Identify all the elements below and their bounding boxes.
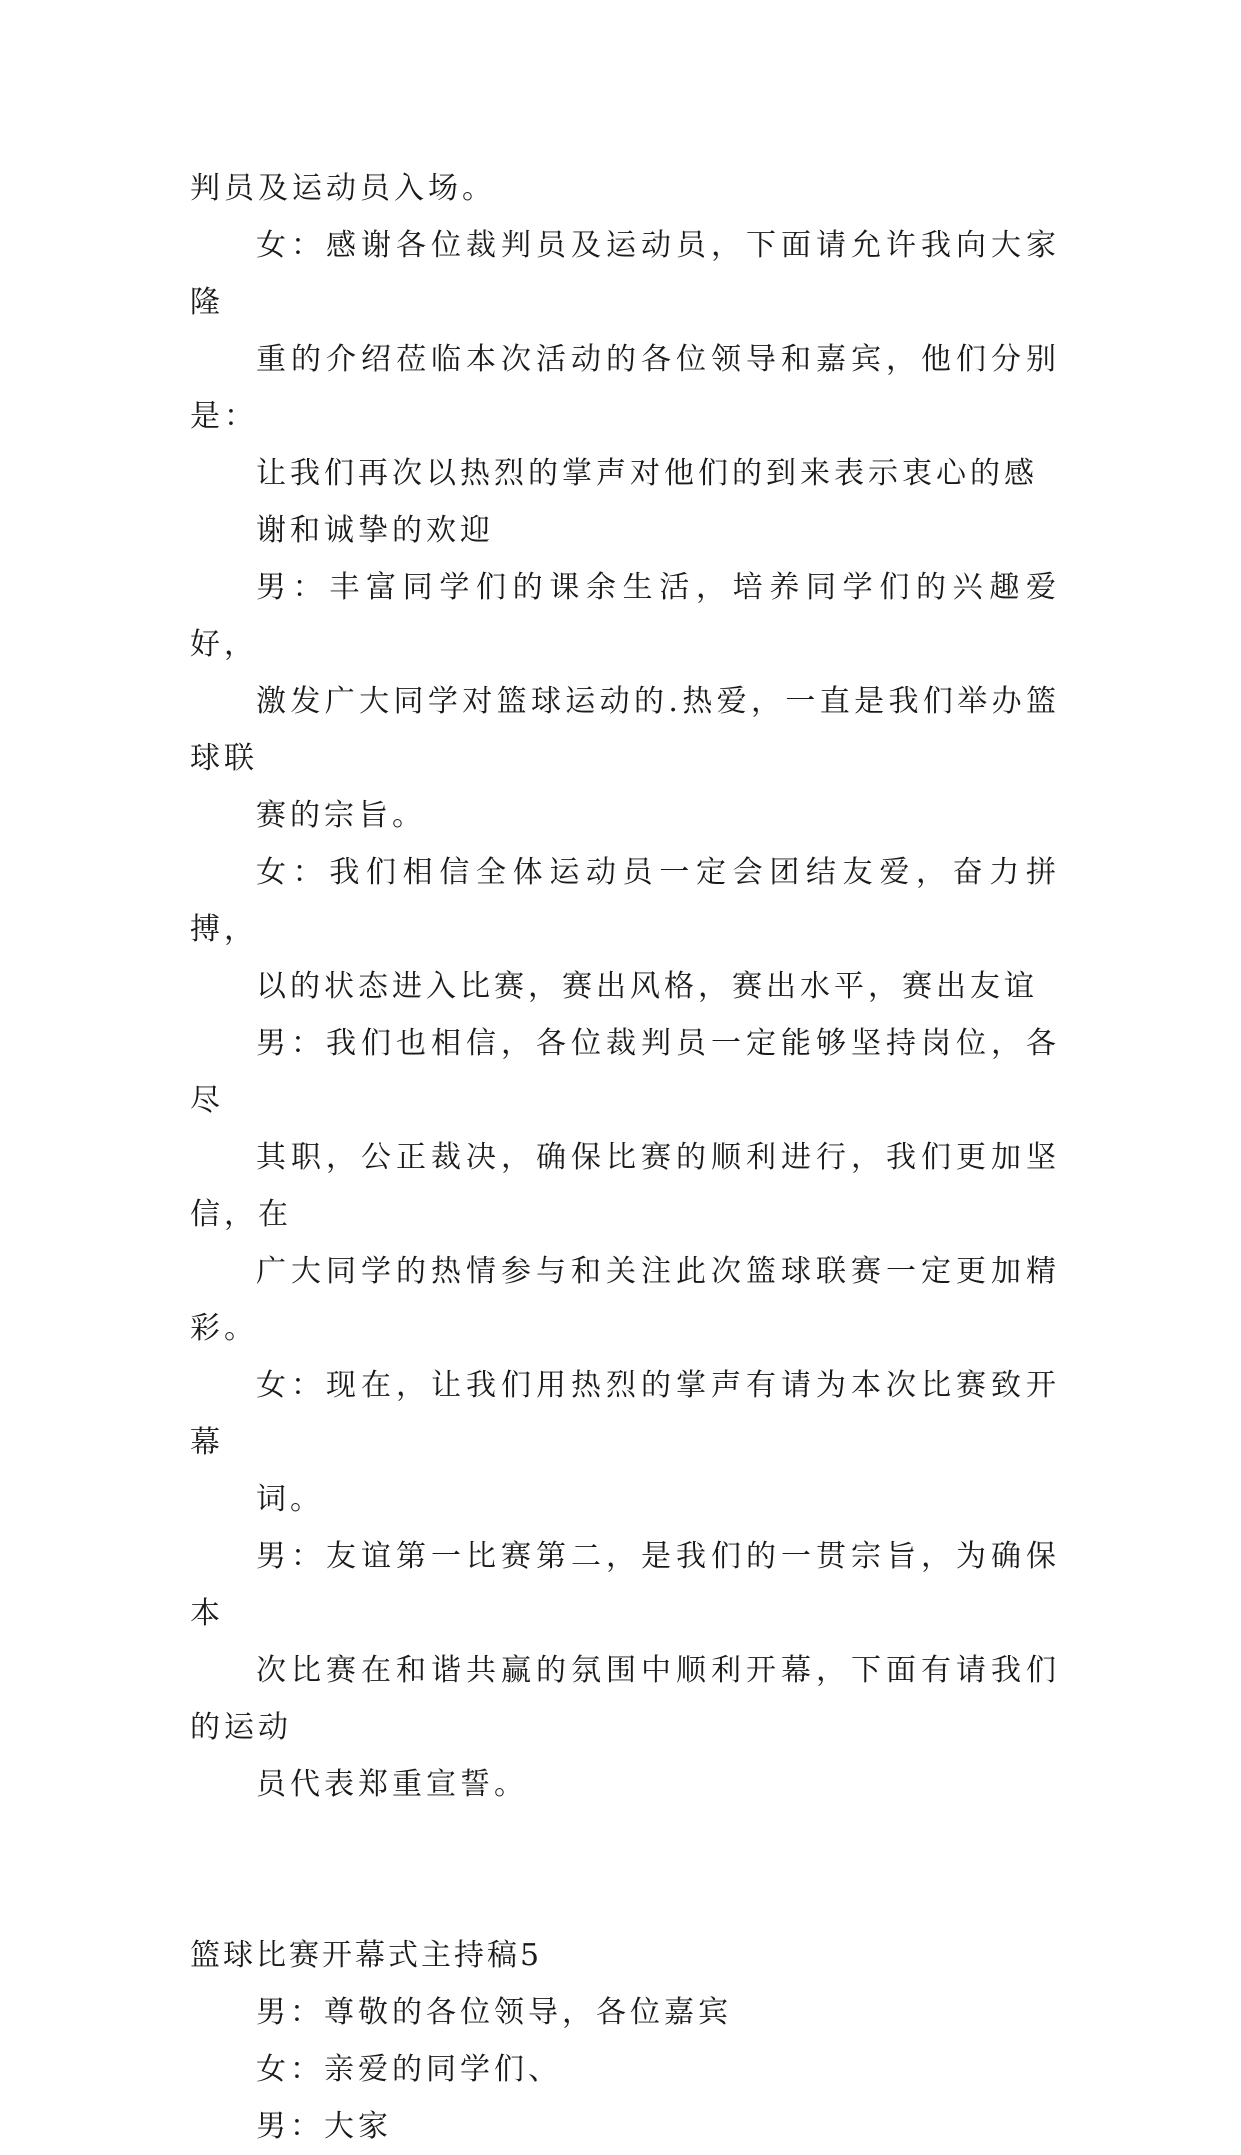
paragraph-line: 次比赛在和谐共赢的氛围中顺利开幕，下面有请我们的运动 <box>190 1653 1060 1745</box>
paragraph-line: 其职，公正裁决，确保比赛的顺利进行，我们更加坚信，在 <box>190 1140 1060 1232</box>
paragraph <box>190 1984 1060 2041</box>
paragraph-line: 男：我们也相信，各位裁判员一定能够坚持岗位，各尽 <box>190 1026 1060 1118</box>
paragraph-line: 女：亲爱的同学们、 <box>256 2052 562 2087</box>
section-title: 篮球比赛开幕式主持稿5 <box>190 1938 543 1973</box>
paragraph-line: 女：现在，让我们用热烈的掌声有请为本次比赛致开幕 <box>190 1368 1060 1460</box>
paragraph <box>190 160 1060 217</box>
paragraph-line: 男：丰富同学们的课余生活，培养同学们的兴趣爱好， <box>190 570 1060 662</box>
document-body-part2 <box>190 1984 1060 2155</box>
paragraph <box>190 559 1060 844</box>
document-page <box>190 160 1060 2155</box>
paragraph-line: 广大同学的热情参与和关注此次篮球联赛一定更加精彩。 <box>190 1254 1060 1346</box>
document-body-part1 <box>190 160 1060 1813</box>
paragraph-line: 女：感谢各位裁判员及运动员，下面请允许我向大家隆 <box>190 228 1060 320</box>
paragraph-line: 以的状态进入比赛，赛出风格，赛出水平，赛出友谊 <box>256 969 1038 1004</box>
paragraph-line: 员代表郑重宣誓。 <box>256 1767 528 1802</box>
paragraph <box>190 1015 1060 1357</box>
section-spacer <box>190 1813 1060 1927</box>
paragraph-line: 男：尊敬的各位领导，各位嘉宾 <box>256 1995 732 2030</box>
paragraph <box>190 217 1060 445</box>
paragraph-line: 激发广大同学对篮球运动的.热爱，一直是我们举办篮球联 <box>190 684 1060 776</box>
paragraph-line: 重的介绍莅临本次活动的各位领导和嘉宾，他们分别是： <box>190 342 1060 434</box>
paragraph-line: 男：友谊第一比赛第二，是我们的一贯宗旨，为确保本 <box>190 1539 1060 1631</box>
paragraph <box>190 2041 1060 2098</box>
paragraph <box>190 844 1060 1015</box>
paragraph <box>190 445 1060 559</box>
paragraph-line: 男：大家 <box>256 2109 392 2144</box>
paragraph-line: 判员及运动员入场。 <box>190 171 496 206</box>
paragraph <box>190 1528 1060 1813</box>
paragraph-line: 女：我们相信全体运动员一定会团结友爱，奋力拼搏， <box>190 855 1060 947</box>
paragraph-line: 词。 <box>256 1482 324 1517</box>
paragraph <box>190 1357 1060 1528</box>
paragraph-line: 谢和诚挚的欢迎 <box>256 513 494 548</box>
paragraph <box>190 2098 1060 2155</box>
paragraph-line: 赛的宗旨。 <box>256 798 426 833</box>
paragraph-line: 让我们再次以热烈的掌声对他们的到来表示衷心的感 <box>256 456 1038 491</box>
